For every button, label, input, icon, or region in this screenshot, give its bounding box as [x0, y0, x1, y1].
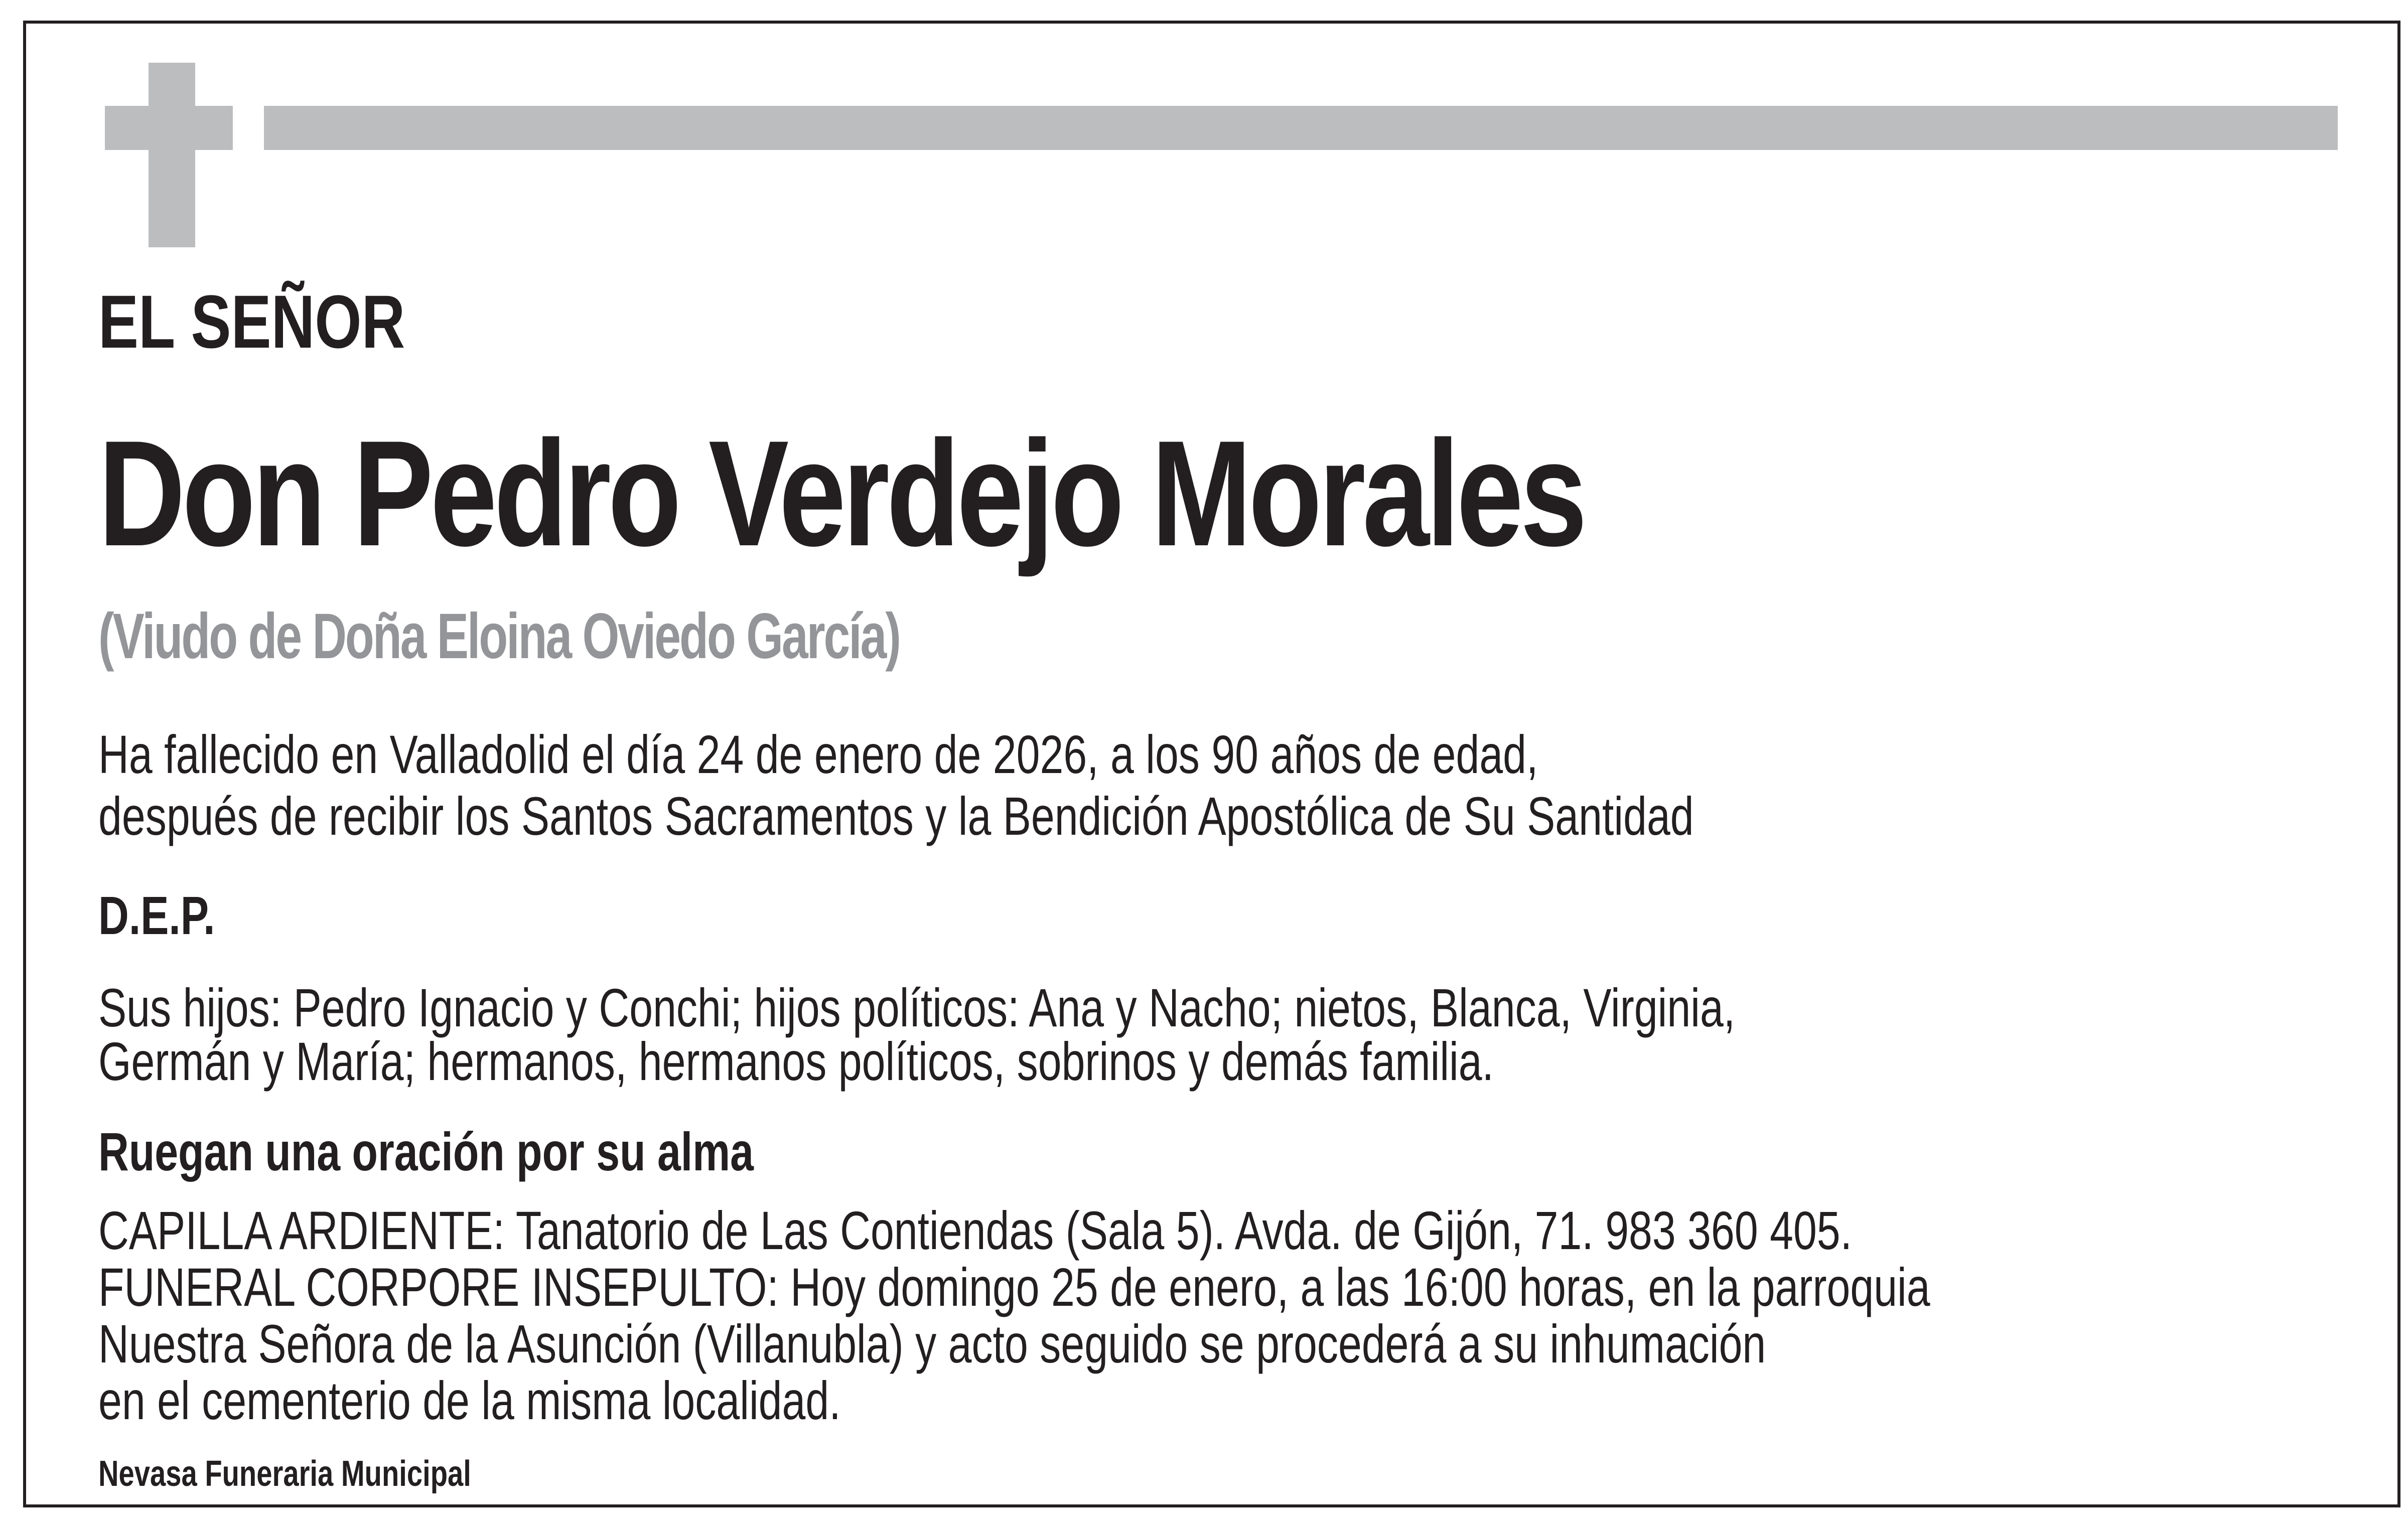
- rip-label: D.E.P.: [98, 885, 215, 946]
- death-line-2: después de recibir los Santos Sacramentos y la Bendición Apostólica de Su Santidad: [98, 786, 1694, 846]
- honorific: EL SEÑOR: [98, 279, 405, 364]
- deceased-name: Don Pedro Verdejo Morales: [98, 409, 1584, 577]
- service-line-4: en el cementerio de la misma localidad.: [98, 1370, 841, 1431]
- prayer-request: Ruegan una oración por su alma: [98, 1121, 754, 1182]
- cross-horizontal: [105, 106, 233, 150]
- cross-vertical: [149, 63, 195, 247]
- service-line-1: CAPILLA ARDIENTE: Tanatorio de Las Contiendas (Sala 5). Avda. de Gijón, 71. 983 360 405.: [98, 1200, 1853, 1261]
- death-line-1: Ha fallecido en Valladolid el día 24 de enero de 2026, a los 90 años de edad,: [98, 724, 1538, 785]
- service-line-3: Nuestra Señora de la Asunción (Villanubla) y acto seguido se procederá a su inhumación: [98, 1313, 1766, 1374]
- family-line-2: Germán y María; hermanos, hermanos políticos, sobrinos y demás familia.: [98, 1031, 1494, 1092]
- service-line-2: FUNERAL CORPORE INSEPULTO: Hoy domingo 25 de enero, a las 16:00 horas, en la parroquia: [98, 1257, 1930, 1317]
- family-line-1: Sus hijos: Pedro Ignacio y Conchi; hijos políticos: Ana y Nacho; nietos, Blanca, Virginia,: [98, 977, 1736, 1038]
- funeral-home: Nevasa Funeraria Municipal: [98, 1454, 471, 1494]
- widow-of: (Viudo de Doña Eloina Oviedo García): [98, 600, 900, 672]
- header-rule: [264, 106, 2338, 150]
